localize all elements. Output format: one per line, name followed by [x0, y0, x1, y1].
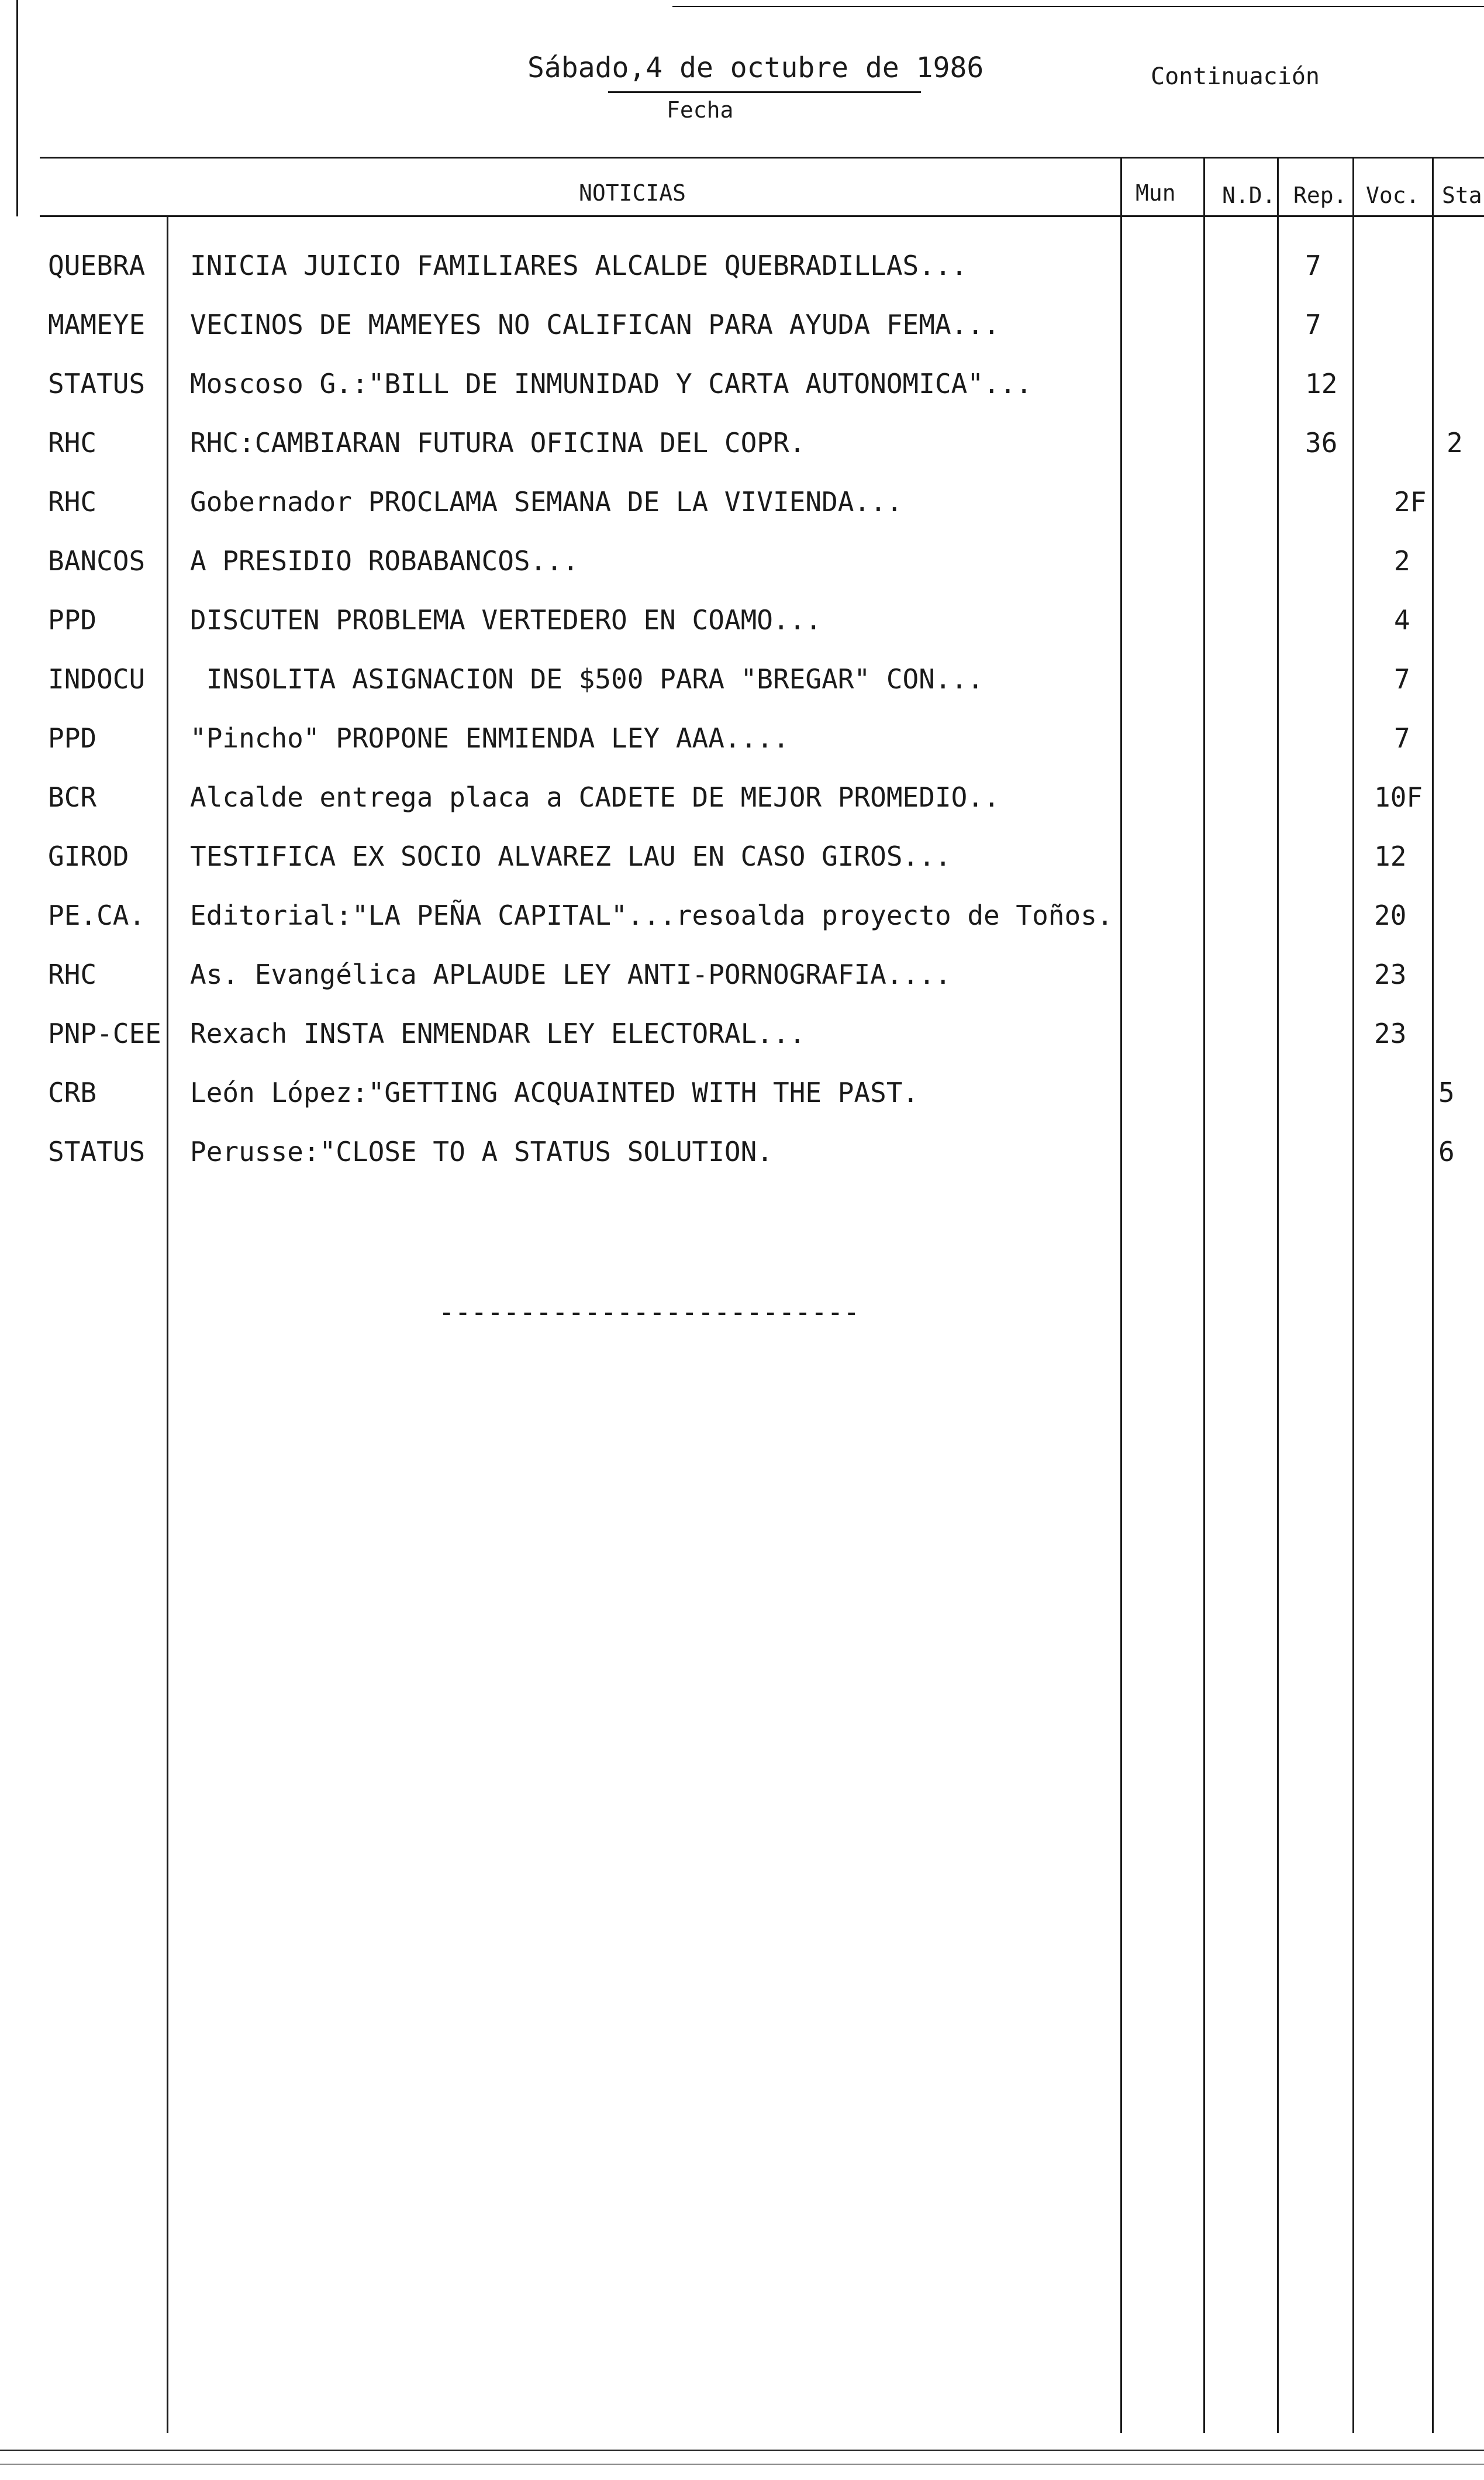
row-title: Alcalde entrega placa a CADETE DE MEJOR PROMEDIO.. [190, 781, 1000, 813]
col-divider-nd [1203, 158, 1205, 2433]
col-divider-code [167, 216, 168, 2433]
row-code: GIROD [48, 841, 129, 872]
row-code: INDOCU [48, 663, 146, 695]
row-code: PE.CA. [48, 900, 146, 931]
row-title: RHC:CAMBIARAN FUTURA OFICINA DEL COPR. [190, 427, 806, 459]
row-rep: 36 [1305, 427, 1338, 459]
row-title: INSOLITA ASIGNACION DE $500 PARA "BREGAR" CON... [190, 663, 984, 695]
row-code: QUEBRA [48, 250, 146, 281]
col-header-voc: Voc. [1366, 182, 1420, 208]
col-header-nd: N.D. [1222, 182, 1276, 208]
row-code: RHC [48, 486, 97, 518]
end-separator: -------------------------- [439, 1296, 860, 1328]
row-title: As. Evangélica APLAUDE LEY ANTI-PORNOGRAFIA.... [190, 959, 951, 990]
row-voc: 2F [1394, 486, 1427, 518]
row-title: A PRESIDIO ROBABANCOS... [190, 545, 579, 577]
col-divider-mun [1120, 158, 1122, 2433]
row-title: León López:"GETTING ACQUAINTED WITH THE PAST. [190, 1077, 919, 1108]
row-code: PPD [48, 604, 97, 636]
row-rep: 12 [1305, 368, 1338, 399]
row-title: DISCUTEN PROBLEMA VERTEDERO EN COAMO... [190, 604, 822, 636]
row-code: BANCOS [48, 545, 146, 577]
col-header-noticias: NOTICIAS [579, 180, 686, 206]
row-code: STATUS [48, 1136, 146, 1167]
row-title: Moscoso G.:"BILL DE INMUNIDAD Y CARTA AUTONOMICA"... [190, 368, 1033, 399]
col-header-rep: Rep. [1293, 182, 1347, 208]
row-title: Rexach INSTA ENMENDAR LEY ELECTORAL... [190, 1018, 806, 1049]
header-top-rule [40, 157, 1484, 159]
col-header-mun: Mun [1136, 180, 1176, 206]
top-border-line [672, 6, 1484, 7]
row-title: Gobernador PROCLAMA SEMANA DE LA VIVIENDA... [190, 486, 903, 518]
row-title: Editorial:"LA PEÑA CAPITAL"...resoalda proyecto de Toños. [190, 900, 1113, 931]
row-code: PPD [48, 722, 97, 754]
bottom-edge-line [0, 2450, 1484, 2451]
row-voc: 23 [1374, 959, 1407, 990]
row-title: "Pincho" PROPONE ENMIENDA LEY AAA.... [190, 722, 789, 754]
row-voc: 12 [1374, 841, 1407, 872]
row-title: INICIA JUICIO FAMILIARES ALCALDE QUEBRADILLAS... [190, 250, 968, 281]
left-page-edge [16, 0, 18, 216]
row-voc: 4 [1394, 604, 1410, 636]
row-sta: 6 [1438, 1136, 1455, 1167]
row-voc: 10F [1374, 781, 1423, 813]
row-code: RHC [48, 427, 97, 459]
row-rep: 7 [1305, 250, 1321, 281]
col-header-sta: Sta [1442, 182, 1482, 208]
row-code: STATUS [48, 368, 146, 399]
row-voc: 20 [1374, 900, 1407, 931]
row-sta: 5 [1438, 1077, 1455, 1108]
row-voc: 7 [1394, 722, 1410, 754]
header-bottom-rule [40, 215, 1484, 217]
date-label: Fecha [667, 97, 734, 123]
col-divider-rep [1277, 158, 1279, 2433]
bottom-edge-line-lower [0, 2464, 1484, 2465]
continuation-label: Continuación [1151, 63, 1320, 90]
row-title: TESTIFICA EX SOCIO ALVAREZ LAU EN CASO GIROS... [190, 841, 951, 872]
row-sta: 2 [1447, 427, 1463, 459]
date-heading: Sábado,4 de octubre de 1986 [527, 51, 984, 84]
row-code: RHC [48, 959, 97, 990]
row-rep: 7 [1305, 309, 1321, 340]
row-code: PNP-CEE [48, 1018, 161, 1049]
row-voc: 23 [1374, 1018, 1407, 1049]
row-voc: 2 [1394, 545, 1410, 577]
row-code: CRB [48, 1077, 97, 1108]
row-code: MAMEYE [48, 309, 146, 340]
col-divider-voc [1352, 158, 1354, 2433]
row-title: VECINOS DE MAMEYES NO CALIFICAN PARA AYUDA FEMA... [190, 309, 1000, 340]
row-title: Perusse:"CLOSE TO A STATUS SOLUTION. [190, 1136, 773, 1167]
row-code: BCR [48, 781, 97, 813]
row-voc: 7 [1394, 663, 1410, 695]
col-divider-sta [1432, 158, 1434, 2433]
date-underline [608, 91, 921, 93]
